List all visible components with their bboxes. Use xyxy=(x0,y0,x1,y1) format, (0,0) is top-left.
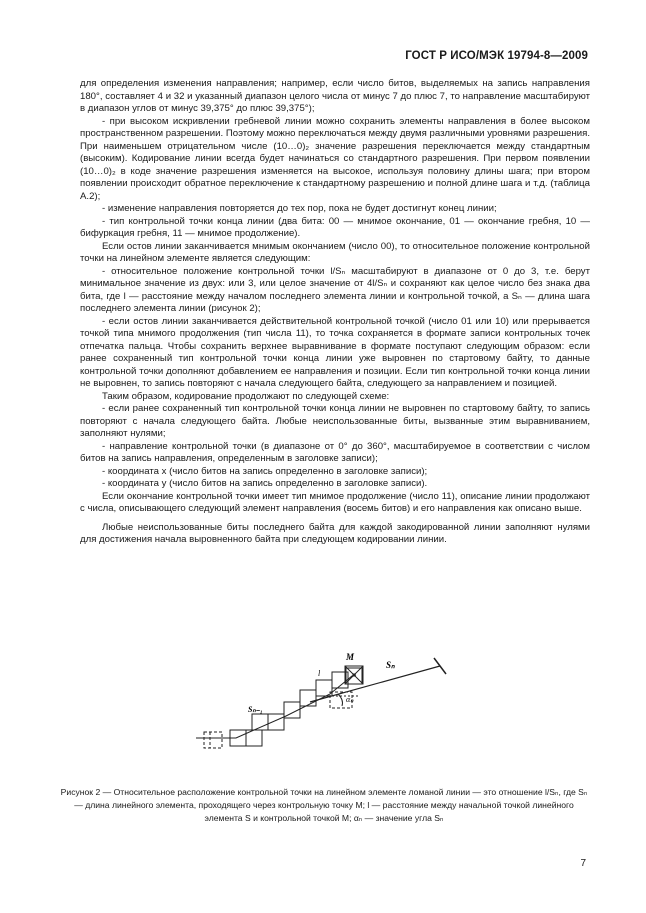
label-sn-minus-1: Sₙ₋₁ xyxy=(248,705,263,714)
grid-cell xyxy=(300,690,316,706)
paragraph-11: - координата x (число битов на запись определенно в заголовке записи); xyxy=(102,465,428,477)
label-sn: Sₙ xyxy=(386,660,395,670)
paragraph-3: - изменение направления повторяется до тех пор, пока не будет достигнут конец линии; xyxy=(102,203,497,214)
page-number: 7 xyxy=(580,858,586,869)
control-point-dot xyxy=(352,673,355,676)
paragraph-12: - координата y (число битов на запись определенно в заголовке записи). xyxy=(102,478,428,489)
body-text xyxy=(80,78,590,547)
figure-caption: Рисунок 2 — Относительное расположение контрольной точки на линейном элементе ломаной линии — это отношение l/Sₙ, где Sₙ — длина линейного элемента, проходящего через контрольную точку M; l — расстояние между начальной точкой линейного элемента S и контрольной точкой M; αₙ — значение угла Sₙ xyxy=(60,787,588,823)
paragraph-4: - тип контрольной точки конца линии (два бита: 00 — мнимое окончание, 01 — окончание гребня, 10 — бифуркация гребня, 11 — мнимое продолжение). xyxy=(80,215,590,239)
paragraph-2: - при высоком искривлении гребневой линии можно сохранить элементы направления в более высоком пространственном разрешении. Поэтому можно переключаться между двумя различными уровнями разрешения. При наименьшем отрицательном числе (10…0)₂ значение разрешения переключается между стандартным (высоким). Кодирование линии всегда будет начинаться со стандартного разрешения. При первом появлении (10…0)₂ в коде значение разрешения изменяется на высокое, используя половину длины шага; при втором появлении происходит обратное переключение к стандартному разрешению и полной длине шага и т.д. (таблица А.2); xyxy=(80,115,590,202)
grid-cell xyxy=(204,732,222,748)
segment-sn xyxy=(310,666,440,702)
grid-cell xyxy=(268,714,284,730)
document-header: ГОСТ Р ИСО/МЭК 19794-8—2009 xyxy=(405,50,588,62)
paragraph-14: Любые неиспользованные биты последнего байта для каждой закодированной линии заполняют нулями для достижения начала выровненного байта при следующем кодировании линии. xyxy=(80,521,590,545)
paragraph-7: - если остов линии заканчивается действительной контрольной точкой (число 01 или 10) или прерывается точкой типа мнимого продолжения (тип числа 11), то точка сохраняется в формате записи контрольных точек отпечатка пальца. Чтобы сохранить верхнее выравнивание в формате поступают следующим образом: если ранее сохраненный тип контрольной точки конца линии уже выровнен по стартовому байту, то данные контрольной точки дополняют добавлением ее направления и позиции. Если тип контрольной точки конца линии не выровнен, то запись повторяют с начала следующего байта, следующего за направлением и позицией. xyxy=(80,315,590,389)
grid-cell xyxy=(316,680,332,696)
paragraph-1: для определения изменения направления; например, если число битов, выделяемых на запись направления 180°, составляет 4 и 32 и указанный диапазон целого числа от минус 7 до плюс 7, то направление масштабируют в диапазон углов от минус 39,375° до плюс 39,375°); xyxy=(80,78,590,114)
paragraph-13: Если окончание контрольной точки имеет тип мнимое продолжение (число 11), описание линии продолжают с числа, описывающего следующий элемент направления (восемь битов) и его направления как описано выше. xyxy=(80,490,590,514)
label-l: l xyxy=(318,669,321,678)
paragraph-9: - если ранее сохраненный тип контрольной точки конца линии не выровнен по стартовому байту, то запись повторяют с начала следующего байта. Любые неиспользованные биты, вызванные этим выравниванием, заполняют нулями; xyxy=(80,403,590,439)
paragraph-8: Таким образом, кодирование продолжают по следующей схеме: xyxy=(102,390,390,402)
ridge-line-figure xyxy=(190,646,470,756)
paragraph-5: Если остов линии заканчивается мнимым окончанием (число 00), то относительное положение контрольной точки на линейном элементе является следующим: xyxy=(80,240,590,264)
label-alpha: αₙ xyxy=(346,695,354,704)
label-m: M xyxy=(346,652,355,662)
paragraph-6: - относительное положение контрольной точки l/Sₙ масштабируют в диапазоне от 0 до 3, т.е. берут минимальное значение из двух: или 3, или целое значение от 4l/Sₙ и сохраняют как целое число без знака два бита, где l — расстояние между началом последнего элемента линии и контрольной точкой, а Sₙ — длина шага последнего элемента линии (рисунок 2); xyxy=(80,265,590,314)
paragraph-10: - направление контрольной точки (в диапазоне от 0° до 360°, масштабируемое в соответствии с числом битов на запись направления, определенным в заголовке записи); xyxy=(80,440,590,464)
segment-end-tick xyxy=(434,658,446,674)
